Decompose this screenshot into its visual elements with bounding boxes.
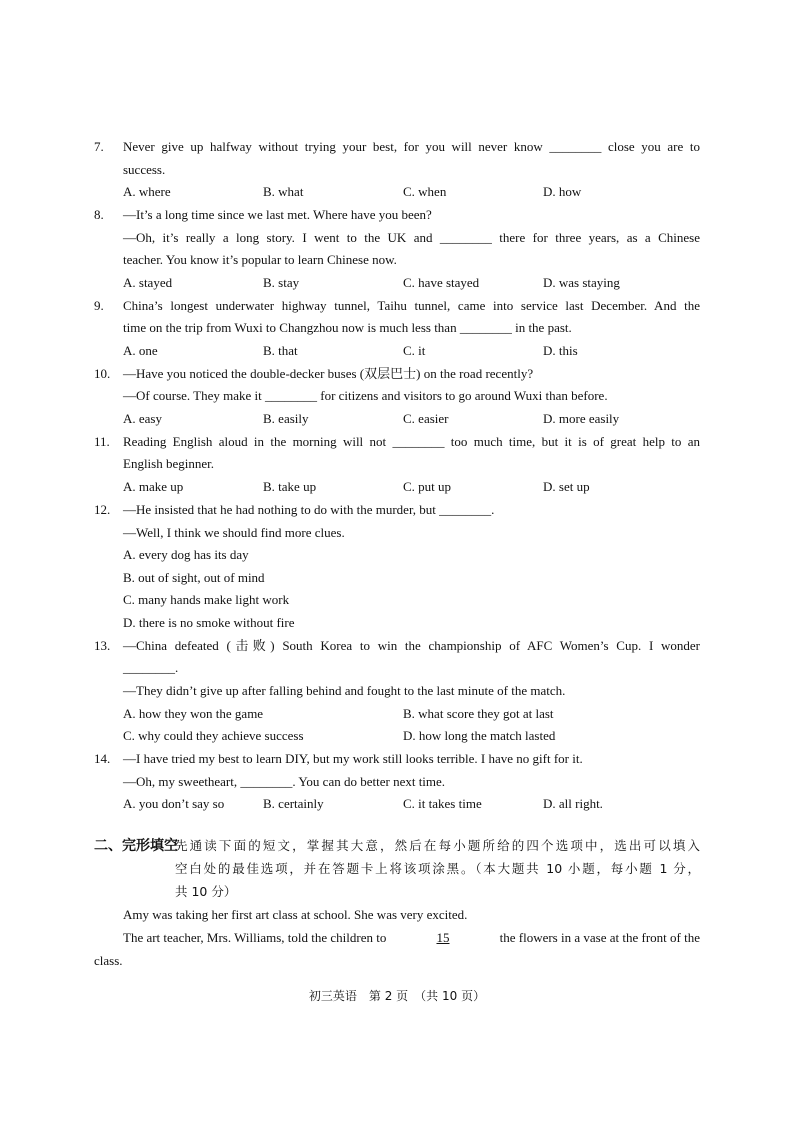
option-d: D. how long the match lasted [403, 728, 556, 743]
question-stem-cont: —Well, I think we should find more clues. [123, 525, 345, 540]
question-stem-cont: —They didn’t give up after falling behind and fought to the last minute of the match. [123, 683, 566, 698]
option-c: C. why could they achieve success [123, 728, 304, 743]
question-stem: Never give up halfway without trying your best, for you will never know ________ close you are to [123, 139, 700, 154]
question-stem-cont: time on the trip from Wuxi to Changzhou now is much less than ________ in the past. [123, 320, 572, 335]
question-stem-cont: success. [123, 162, 166, 177]
question-stem-cont: teacher. You know it’s popular to learn Chinese now. [123, 252, 397, 267]
question-number: 12. [94, 502, 111, 517]
option-d: D. more easily [543, 411, 620, 426]
question-number: 9. [94, 298, 104, 313]
option-a: A. where [123, 184, 171, 199]
question-number: 13. [94, 638, 111, 653]
blank-15: 15 [436, 930, 450, 945]
option-b: B. out of sight, out of mind [123, 570, 265, 585]
option-a: A. you don’t say so [123, 796, 225, 811]
question-number: 7. [94, 139, 104, 154]
option-c: C. put up [403, 479, 452, 494]
question-stem-cont: ________. [123, 660, 179, 675]
option-a: A. stayed [123, 275, 173, 290]
option-a: A. easy [123, 411, 162, 426]
passage-text: The art teacher, Mrs. Williams, told the children to [123, 930, 387, 945]
question-number: 10. [94, 366, 111, 381]
option-c: C. have stayed [403, 275, 480, 290]
question-number: 14. [94, 751, 111, 766]
passage-paragraph: Amy was taking her first art class at school. She was very excited. [123, 907, 468, 922]
question-stem-cont: —Oh, it’s really a long story. I went to the UK and ________ there for three years, as a Chinese [123, 230, 700, 245]
option-b: B. stay [263, 275, 300, 290]
option-d: D. how [543, 184, 582, 199]
passage-text: class. [94, 953, 123, 968]
question-number: 8. [94, 207, 104, 222]
option-a: A. every dog has its day [123, 547, 249, 562]
option-b: B. what score they got at last [403, 706, 554, 721]
option-c: C. it takes time [403, 796, 482, 811]
option-a: A. one [123, 343, 158, 358]
passage-text: the flowers in a vase at the front of the [499, 930, 700, 945]
option-d: D. this [543, 343, 578, 358]
question-stem: —It’s a long time since we last met. Where have you been? [123, 207, 432, 222]
section-title: 二、完形填空 [94, 838, 178, 854]
option-b: B. what [263, 184, 304, 199]
option-c: C. easier [403, 411, 449, 426]
option-a: A. make up [123, 479, 184, 494]
question-number: 11. [94, 434, 110, 449]
question-stem: —Have you noticed the double-decker buses (双层巴士) on the road recently? [123, 366, 534, 381]
option-d: D. there is no smoke without fire [123, 615, 295, 630]
option-d: D. was staying [543, 275, 620, 290]
option-d: D. set up [543, 479, 590, 494]
question-stem-cont: —Of course. They make it ________ for citizens and visitors to go around Wuxi than before. [123, 388, 608, 403]
section-instructions-cont: 空白处的最佳选项，并在答题卡上将该项涂黑。（本大题共 10 小题，每小题 1 分， [175, 861, 700, 876]
section-instructions: 先通读下面的短文，掌握其大意，然后在每小题所给的四个选项中，选出可以填入 [175, 838, 700, 853]
question-stem: Reading English aloud in the morning will not ________ too much time, but it is of great help to an [123, 434, 700, 449]
option-c: C. it [403, 343, 426, 358]
question-stem: —China defeated (击败) South Korea to win the championship of AFC Women’s Cup. I wonder [123, 638, 700, 653]
option-d: D. all right. [543, 796, 603, 811]
option-b: B. certainly [263, 796, 324, 811]
option-c: C. when [403, 184, 447, 199]
option-a: A. how they won the game [123, 706, 264, 721]
question-stem: China’s longest underwater highway tunnel, Taihu tunnel, came into service last December. And the [123, 298, 700, 313]
option-b: B. that [263, 343, 298, 358]
option-b: B. take up [263, 479, 317, 494]
page-footer: 初三英语 第 2 页 （共 10 页） [308, 989, 486, 1003]
section-instructions-cont: 共 10 分） [175, 884, 237, 899]
question-stem-cont: English beginner. [123, 456, 214, 471]
question-stem: —I have tried my best to learn DIY, but my work still looks terrible. I have no gift for it. [123, 751, 583, 766]
option-b: B. easily [263, 411, 309, 426]
question-stem: —He insisted that he had nothing to do with the murder, but ________. [123, 502, 495, 517]
question-stem-cont: —Oh, my sweetheart, ________. You can do better next time. [123, 774, 446, 789]
option-c: C. many hands make light work [123, 592, 290, 607]
